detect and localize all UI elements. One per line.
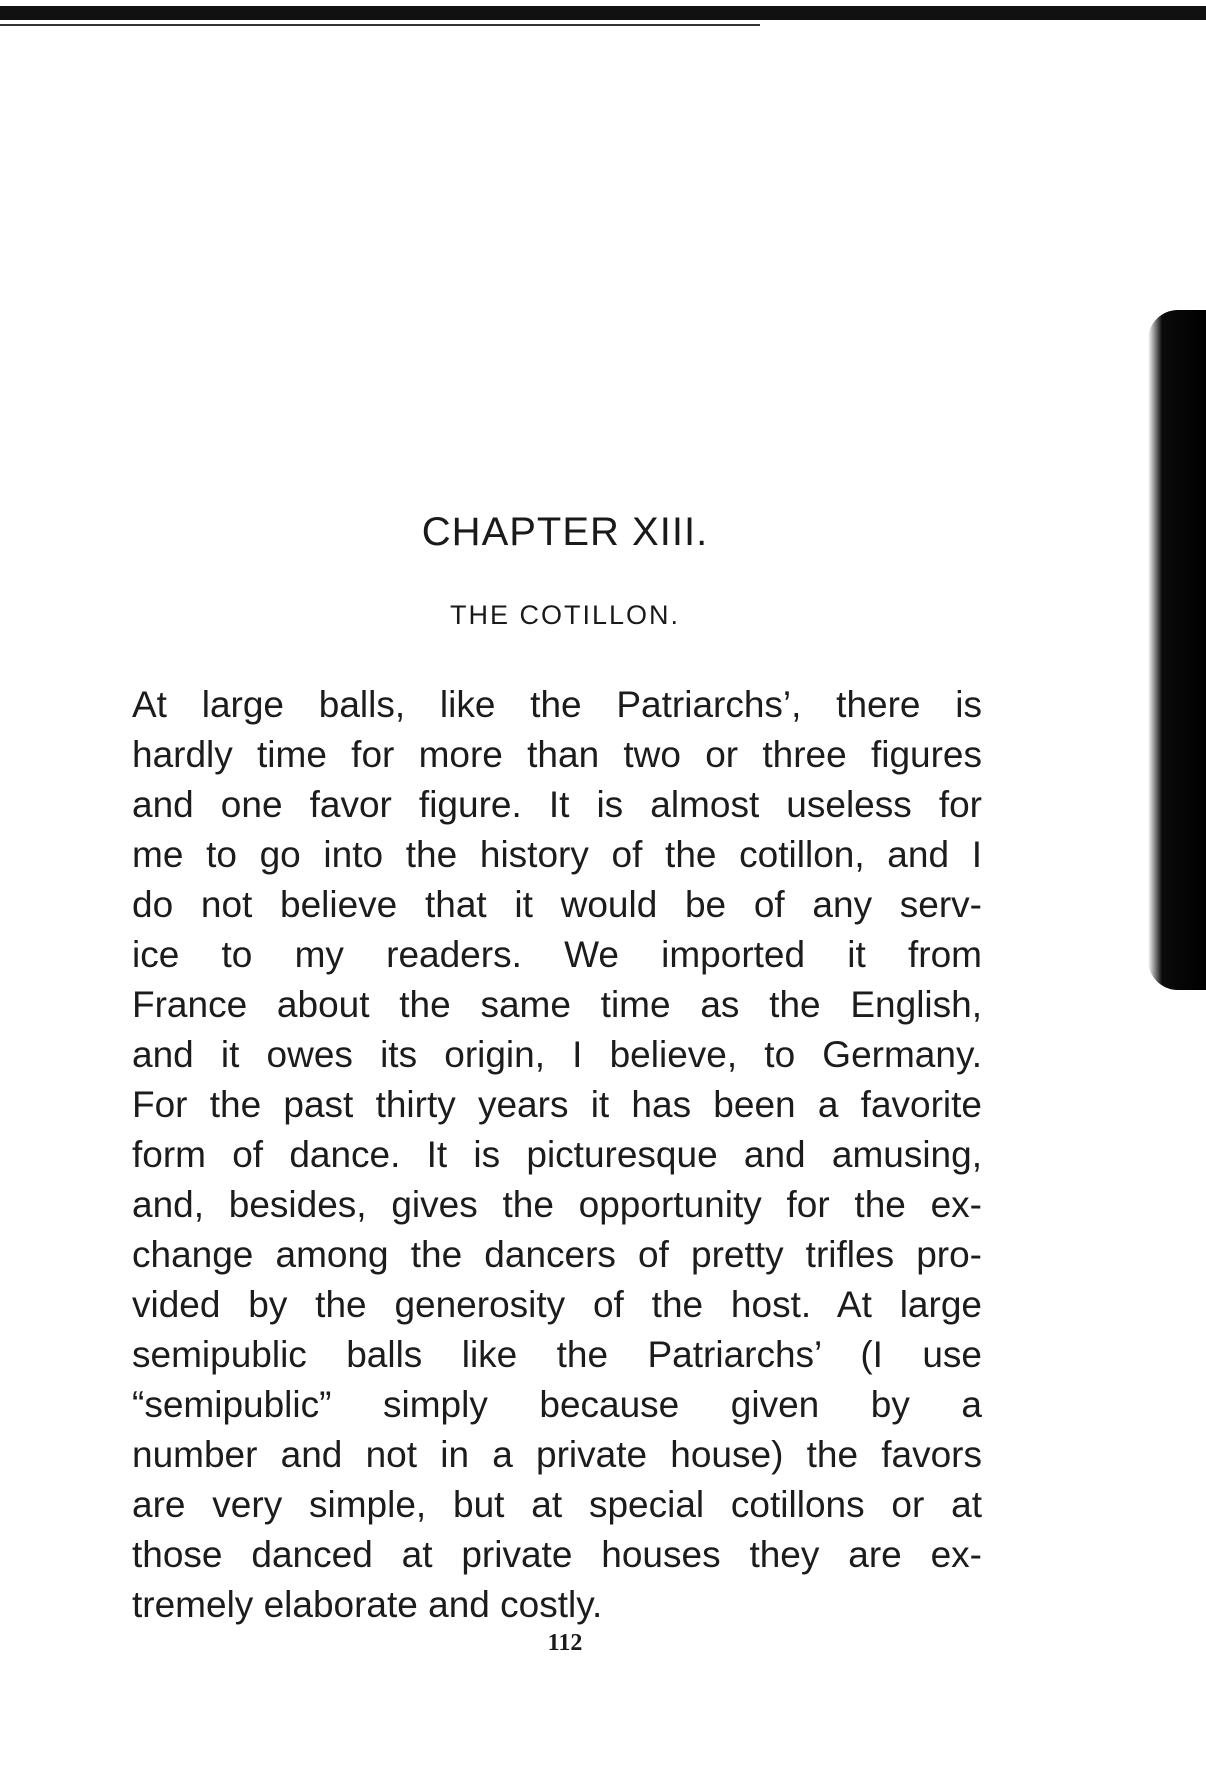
body-line: tremely elaborate and costly. — [132, 1584, 603, 1625]
body-line: and one favor figure. It is almost useless for — [132, 784, 982, 825]
body-line: number and not in a private house) the favors — [132, 1434, 982, 1475]
top-border-rule — [0, 6, 1206, 20]
chapter-subtitle: THE COTILLON. — [449, 600, 681, 630]
body-line: and it owes its origin, I believe, to Germany. — [132, 1034, 982, 1075]
body-line: are very simple, but at special cotillons or at — [132, 1484, 982, 1525]
body-line: form of dance. It is picturesque and amusing, — [132, 1134, 982, 1175]
chapter-title: CHAPTER XIII. — [421, 510, 709, 554]
body-line: change among the dancers of pretty trifles pro- — [132, 1234, 982, 1275]
body-line: hardly time for more than two or three figures — [132, 734, 982, 775]
body-line: vided by the generosity of the host. At large — [132, 1284, 982, 1325]
top-thin-rule — [0, 24, 760, 26]
page-number: 112 — [547, 1630, 583, 1656]
body-line: me to go into the history of the cotillon, and I — [132, 834, 982, 875]
body-line: For the past thirty years it has been a favorite — [132, 1084, 982, 1125]
scan-edge-shadow — [1148, 310, 1206, 990]
body-line: France about the same time as the English, — [132, 984, 982, 1025]
body-line: semipublic balls like the Patriarchs’ (I use — [132, 1334, 982, 1375]
body-line: ice to my readers. We imported it from — [132, 934, 982, 975]
body-line: do not believe that it would be of any serv- — [132, 884, 982, 925]
body-line: “semipublic” simply because given by a — [132, 1384, 982, 1425]
body-line: those danced at private houses they are ex- — [132, 1534, 982, 1575]
body-line: At large balls, like the Patriarchs’, there is — [132, 684, 982, 725]
body-line: and, besides, gives the opportunity for the ex- — [132, 1184, 982, 1225]
body-text — [132, 680, 982, 1630]
